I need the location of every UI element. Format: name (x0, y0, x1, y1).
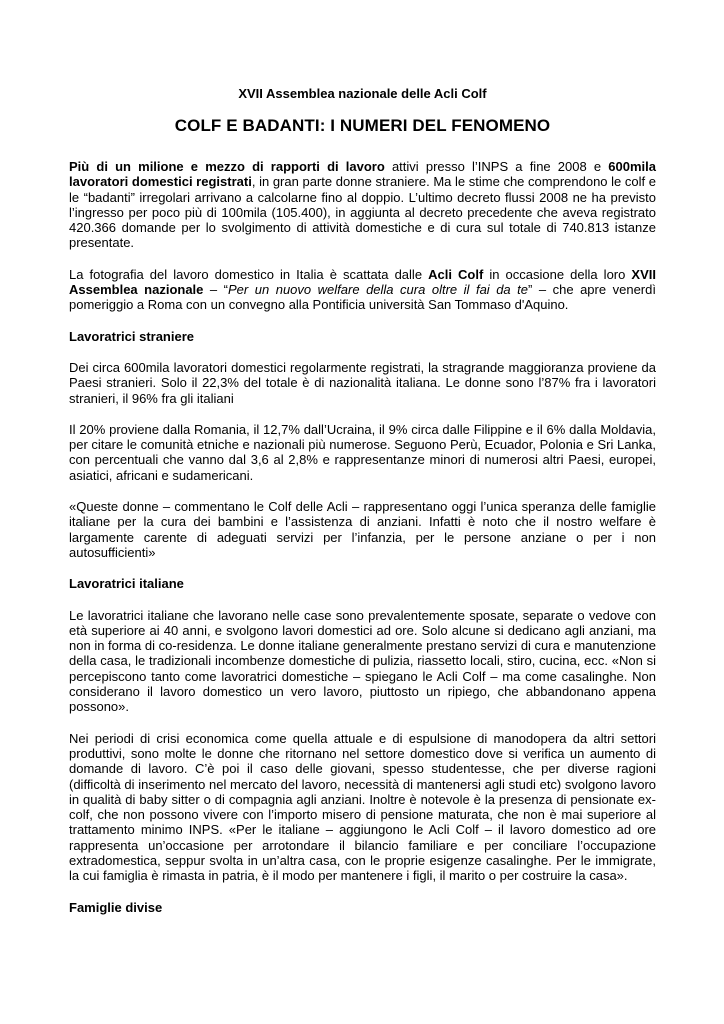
document-title: COLF E BADANTI: I NUMERI DEL FENOMENO (174, 116, 551, 135)
paragraph-quote-welfare: «Queste donne – commentano le Colf delle Acli – rappresentano oggi l’unica speranza delle famiglie italiane per la cura dei bambini e l’assistenza di anziani. Infatti è noto che il nostro welfare è largamente carente di adeguati servizi per l’infanzia, per le persone anziane o per i non autosufficienti» (69, 499, 656, 560)
bold-text: 600mila lavoratori domestici registrati (69, 159, 656, 190)
bold-text: XVII Assemblea nazionale (69, 266, 656, 298)
paragraph-crisi: Nei periodi di crisi economica come quella attuale e di espulsione di manodopera da altri settori produttivi, sono molte le donne che ritornano nel settore domestico dove si verifica un aumento di domande di lavoro. C’è poi il caso delle giovani, spesso studentesse, che per diverse ragioni (difficoltà di inserimento nel mercato del lavoro, necessità di mantenersi agli studi etc) svolgono lavoro in qualità di baby sitter o di compagnia agli anziani. Inoltre è notevole è la presenza di pensionate ex-colf, che non possono vivere con l’importo misero di pensione maturata, che non è mai superiore al trattamento minimo INPS. «Per le italiane – aggiungono le Acli Colf – il lavoro domestico ad ore rappresenta un’occasione per arrotondare il bilancio familiare e per conciliare l’occupazione extradomestica, seppur svolta in un’altra casa, con le proprie esigenze casalinghe. Per le immigrate, la cui famiglia è rimasta in patria, è il modo per mantenere i figli, il marito o per costruire la casa». (69, 730, 656, 884)
paragraph-nazionalita: Il 20% proviene dalla Romania, il 12,7% dall’Ucraina, il 9% circa dalle Filippine e il 6% dalla Moldavia, per citare le comunità etniche e nazionali più numerose. Seguono Perù, Ecuador, Polonia e Sri Lanka, con percentuali che vanno dal 3,6 al 2,8% e rappresentanze minori di numerosi altri Paesi, europei, asiatici, africani e sudamericani. (69, 421, 656, 483)
paragraph-italiane: Le lavoratrici italiane che lavorano nelle case sono prevalentemente sposate, separate o vedove con età superiore ai 40 anni, e svolgono lavori domestici ad ore. Solo alcune si dedicano agli anziani, ma non in forma di co-residenza. Le donne italiane generalmente prestano servizi di cura e manutenzione della casa, le tradizionali incombenze domestiche di pulizia, riassetto locali, stiro, cucina, ecc. «Non si percepiscono tanto come lavoratrici domestiche – spiegano le Acli Colf – ma come casalinghe. Non considerano il lavoro domestico un vero lavoro, piuttosto un ripiego, che abbandonano appena possono». (69, 607, 656, 715)
section-heading-lavoratrici-straniere: Lavoratrici straniere (69, 328, 195, 344)
bold-text: Più di un milione e mezzo di rapporti di lavoro (69, 159, 385, 174)
paragraph-intro (69, 159, 656, 251)
text-run: ” – che apre venerdì pomeriggio a Roma con un convegno alla Pontificia università San Tommaso d'Aquino. (69, 282, 656, 313)
text-run: attivi presso l’INPS a fine 2008 e (384, 159, 609, 174)
text-run: in occasione della loro (483, 266, 632, 282)
paragraph-stranieri-stats: Dei circa 600mila lavoratori domestici regolarmente registrati, la stragrande maggioranza proviene da Paesi stranieri. Solo il 22,3% del totale è di nazionalità italiana. Le donne sono l’87% fra i lavoratori stranieri, il 96% fra gli italiani (69, 359, 656, 406)
document-subtitle: XVII Assemblea nazionale delle Acli Colf (238, 86, 487, 101)
section-heading-lavoratrici-italiane: Lavoratrici italiane (69, 576, 184, 592)
section-heading-famiglie-divise: Famiglie divise (69, 899, 163, 915)
bold-text: Acli Colf (428, 266, 484, 282)
text-run: , in gran parte donne straniere. Ma le stime che comprendono le colf e le “badanti” irregolari arrivano a calcolarne fino al doppio. L’ultimo decreto flussi 2008 ne ha previsto l’ingresso per poco più di 100mila (105.400), in aggiunta al decreto precedente che aveva registrato 420.366 domande per lo svolgimento di attività domestiche e di cura sul totale di 740.813 istanze presentate. (69, 174, 657, 251)
text-run: La fotografia del lavoro domestico in Italia è scattata dalle (69, 266, 429, 282)
italic-text: Per un nuovo welfare della cura oltre il fai da te (228, 282, 529, 298)
text-run: – “ (203, 282, 228, 298)
paragraph-acli-colf (69, 267, 656, 313)
